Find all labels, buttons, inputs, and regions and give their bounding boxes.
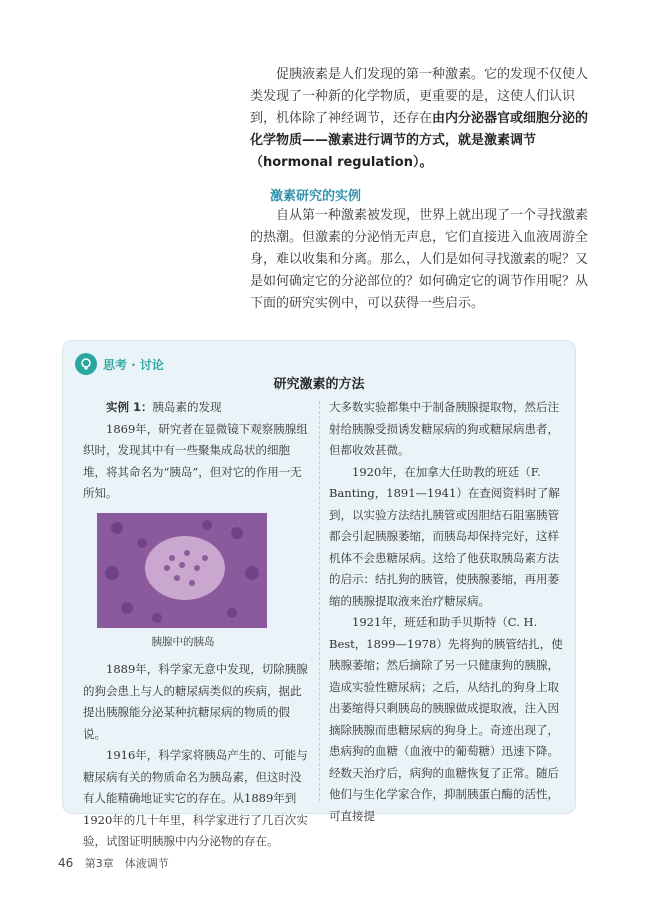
discussion-tag: [75, 353, 164, 375]
intro-text: 促胰液素是人们发现的第一种激素。它的发现不仅使人类发现了一种新的化学物质，更重要的是，这使人们认识到，机体除了神经调节，还存在: [250, 67, 589, 126]
box-title: 研究激素的方法: [273, 377, 365, 392]
intro-text-end: 就是激素调节（hormonal regulation）。: [250, 133, 537, 170]
intro-bold-text: 由内分泌器官或细胞分泌的化学物质——激素进行调节的方式，: [250, 111, 589, 148]
paragraph-1921: 1921年，班廷和助手贝斯特（C. H. Best，1899—1978）先将狗的胰管结扎，使胰腺萎缩；然后摘除了另一只健康狗的胰腺，造成实验性糖尿病；之后，从结扎的狗身上取出萎缩得只剩胰岛的胰腺做成提取液，注入因摘除胰腺而患糖尿病的狗身上。奇迹出现了，患病狗的血糖（血液中的葡萄糖）迅速下降。经数天治疗后，病狗的血糖恢复了正常。随后他们与生化学家合作，抑制胰蛋白酶的活性，可直接提: [329, 615, 563, 823]
section-heading: 激素研究的实例: [270, 189, 362, 204]
image-caption: 胰腺中的胰岛: [151, 635, 215, 648]
paragraph-1916: 1916年，科学家将胰岛产生的、可能与糖尿病有关的物质命名为胰岛素，但这时没有人能精确地证实它的存在。从1889年到1920年的几十年里，科学家进行了几百次实验，试图证明胰腺中内分泌物的存在。: [83, 748, 308, 848]
left-column: [83, 397, 308, 853]
paragraph-1889: 1889年，科学家无意中发现，切除胰腺的狗会患上与人的糖尿病类似的疾病，据此提出胰腺能分泌某种抗糖尿病的物质的假说。: [83, 662, 308, 741]
lightbulb-icon: [75, 353, 97, 375]
case-title: 胰岛素的发现: [152, 400, 222, 414]
case-label: 实例 1：: [106, 400, 153, 414]
paragraph-continued: 大多数实验都集中于制备胰腺提取物，然后注射给胰腺受损诱发糖尿病的狗或糖尿病患者，但都收效甚微。: [329, 400, 559, 457]
intro-paragraph: [250, 64, 590, 174]
page-number: 46: [58, 856, 74, 870]
column-divider: [319, 401, 320, 801]
paragraph-1920: 1920年，在加拿大任助教的班廷（F. Banting，1891—1941）在查阅资料时了解到，以实验方法结扎胰管或因胆结石阻塞胰管都会引起胰腺萎缩，而胰岛却保持完好，这样机体不会患糖尿病。这给了他获取胰岛素方法的启示：结扎狗的胰管，使胰腺萎缩，再用萎缩的胰腺提取液来治疗糖尿病。: [329, 464, 560, 608]
chapter-label: 第3章 体液调节: [84, 857, 169, 870]
islet-micrograph: [97, 513, 267, 628]
page-footer: [58, 855, 169, 871]
discussion-tag-label: 思考 · 讨论: [103, 357, 164, 372]
right-column: [329, 397, 563, 827]
discussion-box: [62, 340, 576, 848]
paragraph-1869: 1869年，研究者在显微镜下观察胰腺组织时，发现其中有一些聚集成岛状的细胞堆，将其命名为“胰岛”，但对它的作用一无所知。: [83, 421, 308, 500]
section-body: 自从第一种激素被发现，世界上就出现了一个寻找激素的热潮。但激素的分泌悄无声息，它们直接进入血液周游全身，难以收集和分离。那么，人们是如何寻找激素的呢？又是如何确定它的分泌部位的？如何确定它的调节作用呢？从下面的研究实例中，可以获得一些启示。: [250, 208, 589, 311]
